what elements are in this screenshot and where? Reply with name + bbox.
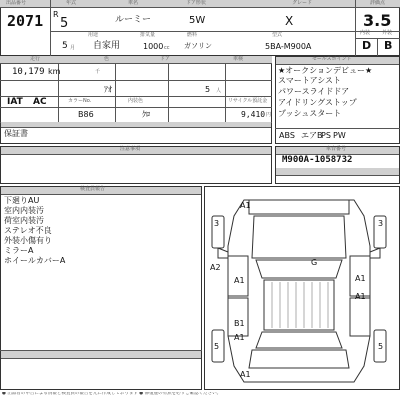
damage-rear-left: 5	[214, 342, 220, 351]
mileage-value: 10,179	[12, 67, 45, 77]
mileage-header: 走行	[30, 56, 41, 62]
year-header: 年式	[66, 0, 77, 6]
displacement-unit: cc	[164, 45, 170, 51]
grade-value: X	[285, 14, 294, 28]
damage-front-top: A1	[240, 201, 251, 210]
model-label: 型式	[272, 32, 283, 38]
notes-header: 注意事項	[120, 146, 141, 152]
recycle-unit: 円	[266, 112, 272, 118]
month-value: 5	[62, 41, 68, 51]
doors-value: 5	[205, 85, 211, 94]
mileage-note: 千	[95, 69, 101, 75]
inspector-note: 荷室内装汚	[4, 216, 44, 225]
color-value: ｱｵ	[104, 85, 112, 94]
door-type: 5W	[189, 15, 206, 26]
trim-label: 内装色	[128, 98, 144, 104]
seller-point: スマートアシスト	[278, 76, 342, 85]
exterior-label: 外装	[382, 30, 393, 36]
seller-point: パワースライドドア	[278, 87, 350, 96]
color-code-label: カラーNo.	[68, 98, 92, 104]
displacement-label: 排気量	[140, 32, 156, 38]
inspector-note: 外装小傷有り	[4, 236, 52, 245]
score-value: 3.5	[363, 11, 392, 30]
month-unit: 月	[70, 45, 76, 51]
damage-rear-right: 5	[378, 342, 384, 351]
damage-a1-rear: A1	[234, 333, 245, 342]
inspector-note: ステレオ不良	[4, 226, 52, 235]
maker-header: 車名	[128, 0, 139, 6]
color-header: 色	[104, 56, 110, 62]
door-header: ドア形状	[186, 0, 206, 6]
ac-value: AC	[33, 97, 47, 107]
inspection-header: 車検	[233, 56, 244, 62]
damage-front-left: 3	[214, 219, 220, 228]
equipment-pw: PW	[333, 131, 346, 140]
recycle-value: 9,410	[241, 110, 266, 119]
car-name: ルーミー	[115, 15, 152, 25]
seller-point: ★オークションデビュー★	[278, 66, 373, 75]
chassis-header: 車台番号	[326, 146, 347, 152]
damage-b1: B1	[234, 319, 245, 328]
trim-value: ｸﾛ	[142, 110, 150, 119]
color-code-value: B86	[78, 110, 94, 119]
equipment-airbag: エアB	[301, 131, 323, 140]
damage-right-a1: A1	[355, 274, 366, 283]
seller-points-header: セールスポイント	[312, 56, 352, 62]
damage-front-right: 3	[378, 219, 384, 228]
inspector-note: ミラーA	[4, 246, 34, 255]
inspector-note: 室内内装汚	[4, 206, 44, 215]
equipment-abs: ABS	[279, 131, 295, 140]
lot-header: 出品番号	[6, 0, 27, 6]
damage-rear-bottom: A1	[240, 370, 251, 379]
lot-number: 2071	[7, 12, 44, 30]
doors-unit: 人	[216, 88, 222, 94]
usage-value: 自家用	[93, 41, 121, 51]
era-letter: R	[53, 10, 59, 19]
score-header: 評価点	[370, 0, 386, 6]
grade-header: グレード	[292, 0, 313, 6]
seller-point: プッシュスタート	[278, 109, 342, 118]
warranty-label: 保証書	[4, 129, 28, 138]
damage-left-a1: A1	[234, 276, 245, 285]
equipment-ps: PS	[321, 131, 331, 140]
damage-left-a2: A2	[210, 263, 221, 272]
displacement-value: 1000	[143, 42, 164, 51]
footer-note: ● 出品者の申告による情報と検査員の報告を元に作成しております ● 修復歴の有無を必ずご確認ください。	[2, 392, 222, 396]
exterior-grade: B	[384, 39, 393, 52]
doors-header: ドア	[160, 56, 170, 62]
inspector-header: 検査員報告	[80, 186, 106, 192]
interior-grade: D	[362, 39, 372, 52]
recycle-label: リサイクル預託金	[228, 98, 268, 104]
fuel-label: 燃料	[187, 32, 198, 38]
inspector-note: ホイールカバーA	[4, 256, 66, 265]
inspector-note: 下廻りAU	[4, 196, 40, 205]
model-value: 5BA-M900A	[265, 42, 312, 51]
fuel-value: ガソリン	[184, 42, 212, 50]
chassis-number: M900A-1058732	[282, 155, 353, 165]
shift-value: IAT	[7, 97, 23, 107]
seller-point: アイドリングストップ	[278, 98, 357, 107]
damage-hood-g: G	[311, 258, 318, 267]
damage-right-a1: A1	[355, 292, 366, 301]
usage-label: 用途	[88, 32, 99, 38]
interior-label: 内装	[360, 30, 371, 36]
car-diagram	[204, 186, 400, 390]
year-value: 5	[60, 16, 69, 31]
mileage-unit: km	[48, 67, 61, 76]
